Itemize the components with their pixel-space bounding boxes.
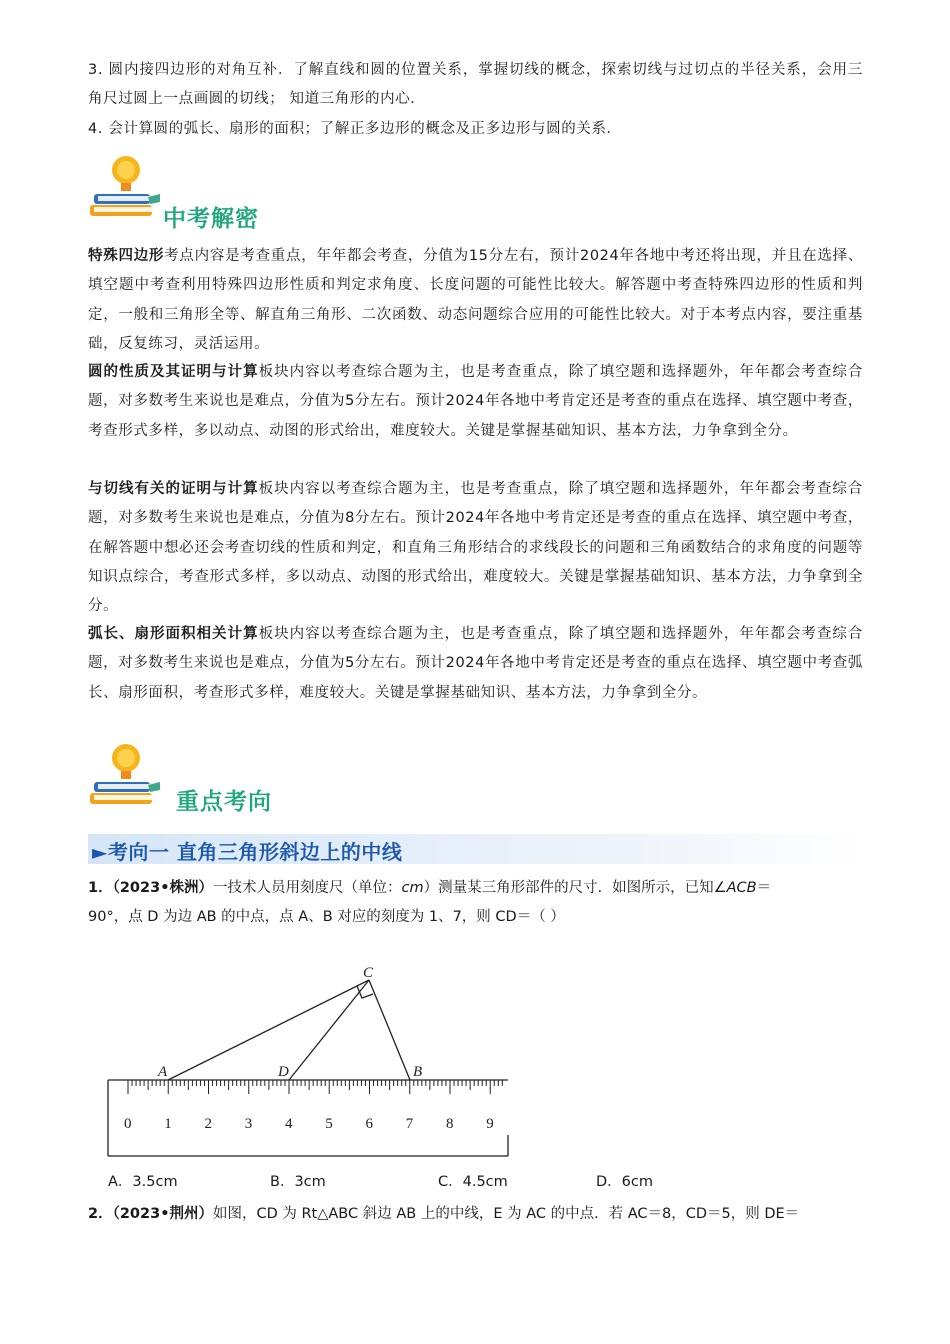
option-d[interactable]: D．6cm: [596, 1174, 653, 1190]
keyword: 特殊四边形: [88, 248, 165, 264]
question-1: [88, 874, 863, 903]
lightbulb-books-icon: [88, 738, 168, 818]
paragraph-text: 板块内容以考查综合题为主，也是考查重点，除了填空题和选择题外，年年都会考查综合题，对多数考生来说也是难点，分值为8分左右。预计2024年各地中考肯定还是考查的重点在选择、填空题中考查，在解答题中想必还会考查切线的性质和判定，和直角三角形结合的求线段长的问题和三角函数结合的求角度的问题等知识点综合，考查形式多样，多以动点、动图的形式给出，难度较大。关键是掌握基础知识、基本方法，力争拿到全分。: [88, 481, 863, 615]
point-label-d: D: [278, 1064, 289, 1080]
paragraph-special-quadrilateral: [88, 242, 863, 359]
ruler-tick-label: 4: [285, 1116, 293, 1132]
intro-item-3: 3. 圆内接四边形的对角互补．了解直线和圆的位置关系，掌握切线的概念，探索切线与过切点的半径关系，会用三角尺过圆上一点画圆的切线； 知道三角形的内心．: [88, 62, 863, 108]
ruler-triangle-figure: [100, 960, 520, 1170]
question-number: 1．: [88, 880, 113, 896]
option-b[interactable]: B．3cm: [270, 1174, 326, 1190]
point-label-a: A: [158, 1064, 168, 1080]
section-title-key-directions: 重点考向: [176, 789, 272, 815]
question-text: 一技术人员用刻度尺（单位：: [212, 880, 402, 896]
unit: cm: [401, 880, 424, 896]
ruler-tick-label: 2: [204, 1116, 212, 1132]
lightbulb-books-icon: [88, 150, 168, 230]
angle-name: ACB: [726, 880, 757, 896]
intro-item-4: 4. 会计算圆的弧长、扇形的面积；了解正多边形的概念及正多边形与圆的关系．: [88, 121, 622, 137]
point-label-c: C: [363, 965, 374, 981]
topic-heading: ►考向一 直角三角形斜边上的中线: [92, 840, 403, 864]
paragraph-text: 板块内容以考查综合题为主，也是考查重点，除了填空题和选择题外，年年都会考查综合题，对多数考生来说也是难点，分值为5分左右。预计2024年各地中考肯定还是考查的重点在选择、填空题中考查，考查形式多样，多以动点、动图的形式给出，难度较大。关键是掌握基础知识、基本方法，力争拿到全分。: [88, 364, 863, 439]
ruler-tick-label: 3: [244, 1116, 253, 1132]
point-label-b: B: [413, 1064, 423, 1080]
ruler-triangle-diagram: [100, 960, 520, 1170]
question-1-line-2: 90°，点 D 为边 AB 的中点，点 A、B 对应的刻度为 1、7，则 CD＝（ ）: [88, 909, 565, 925]
topic-heading-bar: [88, 834, 863, 864]
keyword: 弧长、扇形面积相关计算: [88, 626, 259, 642]
answer-options: [108, 1170, 808, 1194]
question-source: （2023•株洲）: [112, 880, 213, 896]
keyword: 与切线有关的证明与计算: [88, 481, 259, 497]
paragraph-circle-properties: [88, 358, 863, 446]
option-c[interactable]: C．4.5cm: [438, 1174, 508, 1190]
ruler-tick-label: 0: [124, 1116, 132, 1132]
ruler-tick-label: 6: [365, 1116, 373, 1132]
section-title-exam-secrets: 中考解密: [163, 206, 259, 232]
question-text: ＝: [756, 880, 772, 896]
keyword: 圆的性质及其证明与计算: [88, 364, 259, 380]
question-source: （2023•荆州）: [112, 1206, 213, 1222]
ruler-tick-label: 8: [446, 1116, 454, 1132]
ruler-tick-label: 7: [405, 1116, 414, 1132]
paragraph-arc-sector: [88, 620, 863, 708]
question-2: [88, 1200, 863, 1229]
paragraph-text: 板块内容以考查综合题为主，也是考查重点，除了填空题和选择题外，年年都会考查综合题，对多数考生来说也是难点，分值为5分左右。预计2024年各地中考肯定还是考查的重点在选择、填空题中考查弧长、扇形面积，考查形式多样，难度较大。关键是掌握基础知识、基本方法，力争拿到全分。: [88, 626, 863, 701]
ruler-tick-label: 1: [164, 1116, 172, 1132]
option-a[interactable]: A．3.5cm: [108, 1174, 178, 1190]
paragraph-text: 考点内容是考查重点，年年都会考查，分值为15分左右，预计2024年各地中考还将出现，并且在选择、填空题中考查利用特殊四边形性质和判定求角度、长度问题的可能性比较大。解答题中考查特殊四边形的性质和判定，一般和三角形全等、解直角三角形、二次函数、动态问题综合应用的可能性比较大。对于本考点内容，要注重基础，反复练习，灵活运用。: [88, 248, 864, 352]
question-text: ）测量某三角形部件的尺寸．如图所示，已知∠: [423, 880, 727, 896]
question-number: 2．: [88, 1206, 113, 1222]
question-text: 如图，CD 为 Rt△ABC 斜边 AB 上的中线，E 为 AC 的中点．若 AC＝8，CD＝5，则 DE＝: [212, 1206, 800, 1222]
ruler-tick-label: 9: [486, 1116, 494, 1132]
paragraph-tangent: [88, 475, 863, 621]
ruler-tick-label: 5: [325, 1116, 333, 1132]
